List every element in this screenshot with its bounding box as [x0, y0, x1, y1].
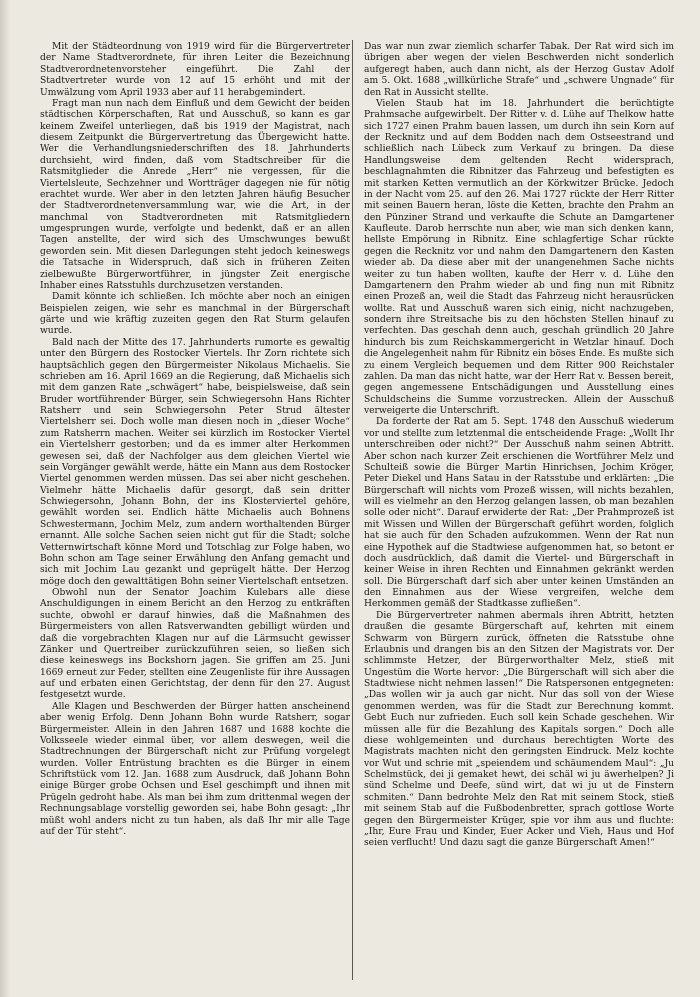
paragraph: Fragt man nun nach dem Einfluß und dem Gewicht der beiden städtischen Körperschaften, Rat und Ausschuß, so kann es gar keinem Zweifel unterliegen, daß bis 1919 der Magistrat, nach diesem Zeitpunkt die Bürgervertretung das Übergewicht hatte. Wer die Verhandlungsniederschriften des 18. Jahrhunderts durchsieht, wird finden, daß vom Stadtschreiber für die Ratsmitglieder die Anrede „Herr“ nie vergessen, für die Viertelsleute, Sechzehner und Wortträger dagegen nie für nötig erachtet wurde. Wer aber in den letzten Jahren häufig Besucher der Stadtverordnetenversammlung war, wie die Art, in der manchmal von Stadtverordneten mit Ratsmitgliedern umgesprungen wurde, verfolgte und bedenkt, daß er an allen Tagen anstellte, der wird sich des Umschwunges bewußt geworden sein. Mit diesen Darlegungen steht jedoch keineswegs die Tatsache in Widerspruch, daß sich in früheren Zeiten zielbewußte Bürgerwortführer, in jüngster Zeit energische Inhaber eines Ratsstuhls durchzusetzen verstanden.	[40, 98, 350, 291]
paragraph: Mit der Städteordnung von 1919 wird für die Bürgervertreter der Name Stadtverordnete, für ihren Leiter die Bezeichnung Stadtverordnetenvorsteher eingeführt. Die Zahl der Stadtvertreter wurde von 12 auf 15 erhöht und mit der Umwälzung vom April 1933 aber auf 11 herabgemindert.	[40, 42, 350, 98]
left-column	[40, 42, 350, 982]
paragraph: Damit könnte ich schließen. Ich möchte aber noch an einigen Beispielen zeigen, wie sehr es manchmal in der Bürgerschaft gärte und wie kräftig zuzeiten gegen den Rat Sturm gelaufen wurde.	[40, 292, 350, 337]
paragraph: Obwohl nun der Senator Joachim Kulebars alle diese Anschuldigungen in einem Bericht an den Herzog zu entkräften suchte, obwohl er darauf hinwies, daß die Maßnahmen des Bürgermeisters von allen Ratsverwandten gebilligt würden und daß die vorgebrachten Klagen nur auf die Lärmsucht gewisser Zänker und Quertreiber zurückzuführen seien, so ließen sich diese keineswegs ins Bockshorn jagen. Sie griffen am 25. Juni 1669 erneut zur Feder, stellten eine Zeugenliste für ihre Aussagen auf und erbaten einen Gerichtstag, der denn für den 27. August festgesetzt wurde.	[40, 588, 350, 701]
paragraph: Das war nun zwar ziemlich scharfer Tabak. Der Rat wird sich im übrigen aber wegen der vielen Beschwerden nicht sonderlich aufgeregt haben, auch dann nicht, als der Herzog Gustav Adolf am 5. Okt. 1688 „willkürliche Strafe“ und „schwere Ungnade“ für den Rat in Aussicht stellte.	[364, 42, 674, 98]
paragraph: Bald nach der Mitte des 17. Jahrhunderts rumorte es gewaltig unter den Bürgern des Rostocker Viertels. Ihr Zorn richtete sich hauptsächlich gegen den Bürgermeister Nikolaus Michaelis. Sie schrieben am 16. April 1669 an die Regierung, daß Michaelis sich mit dem ganzen Rate „schwägert“ habe, beispielsweise, daß sein Bruder wortführender Bürger, sein Schwiegersohn Hans Richter Ratsherr und sein Schwiegersohn Peter Strud ältester Viertelsherr sei. Doch wolle man diesen noch in „dieser Woche“ zum Ratsherrn machen. Weiter sei kürzlich im Rostocker Viertel ein Viertelsherr gestorben; und da es immer alter Herkommen gewesen sei, daß der Nachfolger aus dem gleichen Viertel wie sein Vorgänger gewählt werde, hätte ein Mann aus dem Rostocker Viertel genommen werden müssen. Das sei aber nicht geschehen. Vielmehr hätte Michaelis dafür gesorgt, daß sein dritter Schwiegersohn, Johann Bohn, der ins Klosterviertel gehöre, gewählt worden sei. Endlich hätte Michaelis auch Bohnens Schwestermann, Jochim Melz, zum andern worthaltenden Bürger ernannt. Alle solche Sachen seien nicht gut für die Stadt; solche Vetternwirtschaft könne Mord und Totschlag zur Folge haben, wo Bohn schon am Tage seiner Erwählung den Anfang gemacht und sich mit Jochim Lau gezankt und geprügelt hätte. Der Herzog möge doch den gewalttätigen Bohn seiner Viertelschaft entsetzen.	[40, 337, 350, 587]
paragraph: Da forderte der Rat am 5. Sept. 1748 den Ausschuß wiederum vor und stellte zum letztenmal die entscheidende Frage: „Wollt Ihr unterschreiben oder nicht?“ Der Ausschuß nahm seinen Abtritt. Aber schon nach kurzer Zeit erschienen die Wortführer Melz und Schulteiß sowie die Bürger Martin Hinrichsen, Jochim Kröger, Peter Diekel und Hans Satau in der Ratsstube und erklärten: „Die Bürgerschaft will nichts vom Prozeß wissen, will nichts bezahlen, will es vielmehr an den Herzog gelangen lassen, ob man bezahlen solle oder nicht“. Darauf erwiderte der Rat: „Der Prahmprozeß ist mit Wissen und Willen der Bürgerschaft geführt worden, folglich hat sie auch für den Schaden aufzukommen. Wenn der Rat nun eine Hypothek auf die Stadtwiese aufgenommen hat, so betont er doch ausdrücklich, daß damit die Viertel- und Bürgerschaft in keiner Weise in ihren Rechten und Einnahmen gekränkt werden soll. Die Bürgerschaft darf sich aber unter keinen Umständen an den Einnahmen aus der Wiese vergreifen, welche dem Herkommen gemäß der Stadtkasse zufließen“.	[364, 417, 674, 610]
paragraph: Die Bürgervertreter nahmen abermals ihren Abtritt, hetzten draußen die gesamte Bürgerschaft auf, kehrten mit einem Schwarm von Bürgern zurück, öffneten die Ratsstube ohne Erlaubnis und drangen bis an den Sitzen der Magistrats vor. Der schlimmste Hetzer, der Bürgerworthalter Melz, stieß mit Ungestüm die Worte hervor: „Die Bürgerschaft will sich aber die Stadtwiese nicht nehmen lassen!“ Die Ratspersonen entgegneten: „Das wollen wir ja auch gar nicht. Nur das soll von der Wiese genommen werden, was für die Stadt zur Berechnung kommt. Gebt Euch nur zufrieden. Euch soll kein Schade geschehen. Wir müssen alle für die Bezahlung des Kapitals sorgen.“ Doch alle diese wohlgemeinten und durchaus berechtigten Worte des Magistrats machten nicht den geringsten Eindruck. Melz kochte vor Wut und schrie mit „speiendem und schäumendem Maul“: „Ju Schelmstück, dei ji gemaket hewt, dei schäl wi ju äwerhelpen? Ji sünd Schelme und Deefe, sünd wirt, dat wi ju ut de Finstern schmiten.“ Dann bedrohte Melz den Rat mit seinem Stock, stieß mit seinem Stab auf die Fußbodenbretter, sprach gottlose Worte gegen den Bürgermeister Krüger, spie vor ihm aus und fluchte: „Ihr, Eure Frau und Kinder, Euer Acker und Vieh, Haus und Hof seien verflucht! Und dazu sagt die ganze Bürgerschaft Amen!“	[364, 610, 674, 849]
column-divider	[352, 40, 353, 980]
paragraph: Alle Klagen und Beschwerden der Bürger hatten anscheinend aber wenig Erfolg. Denn Johann Bohn wurde Ratsherr, sogar Bürgermeister. Allein in den Jahren 1687 und 1688 kochte die Volksseele wieder einmal über, vor allem deswegen, weil die Stadtrechnungen der Bürgerschaft nicht zur Prüfung vorgelegt wurden. Voller Entrüstung brachten es die Bürger in einem Schriftstück vom 12. Jan. 1688 zum Ausdruck, daß Johann Bohn einige Bürger grobe Ochsen und Esel geschimpft und ihnen mit Prügeln gedroht habe. Als man bei ihm zum drittenmal wegen der Rechnungsablage vorstellig geworden sei, habe Bohn gesagt: „Ihr müßt wohl anders nicht zu tun haben, als daß Ihr mir alle Tage auf der Tür steht“.	[40, 701, 350, 837]
paragraph: Vielen Staub hat im 18. Jahrhundert die berüchtigte Prahmsache aufgewirbelt. Der Ritter v. d. Lühe auf Thelkow hatte sich 1727 einen Prahm bauen lassen, um durch ihn sein Korn auf der Recknitz und auf dem Bodden nach dem Ostseestrand und schließlich nach Lübeck zum Verkauf zu bringen. Da diese Handlungsweise dem geltenden Recht widersprach, beschlagnahmten die Ribnitzer das Fahrzeug und befestigten es mit starken Ketten vermutlich an der Körkwitzer Brücke. Jedoch in der Nacht vom 25. auf den 26. Mai 1727 rückte der Herr Ritter mit seinen Bauern heran, löste die Ketten, brachte den Prahm an den Pünziner Strand und verkaufte die Schute an Damgartener Kaufleute. Darob herrschte nun aber, wie man sich denken kann, hellste Empörung in Ribnitz. Eine schlagfertige Schar rückte gegen die Recknitz vor und nahm den Damgartenern den Kasten wieder ab. Da diese aber mit der unangenehmen Sache nichts weiter zu tun haben wollten, kaufte der Herr v. d. Lühe den Damgartenern den Prahm wieder ab und fing nun mit Ribnitz einen Prozeß an, weil die Stadt das Fahrzeug nicht herausrücken wollte. Rat und Ausschuß waren sich einig, nicht nachzugeben, sondern ihre Streitsache bis zu den höchsten Stellen hinauf zu verfechten. Das geschah denn auch, geschah gründlich 20 Jahre hindurch bis zum Reichskammergericht in Wetzlar hinauf. Doch die Angelegenheit nahm für Ribnitz ein böses Ende. Es mußte sich zu einem Vergleich bequemen und dem Ritter 900 Reichstaler zahlen. Da man das nicht hatte, war der Herr Rat v. Bessen bereit, gegen angemessene Entschädigungen und Ausstellung eines Schuldscheins die Summe vorzustrecken. Allein der Ausschuß verweigerte die Unterschrift.	[364, 98, 674, 416]
right-column	[364, 42, 674, 982]
page-edge-shadow	[0, 0, 10, 997]
